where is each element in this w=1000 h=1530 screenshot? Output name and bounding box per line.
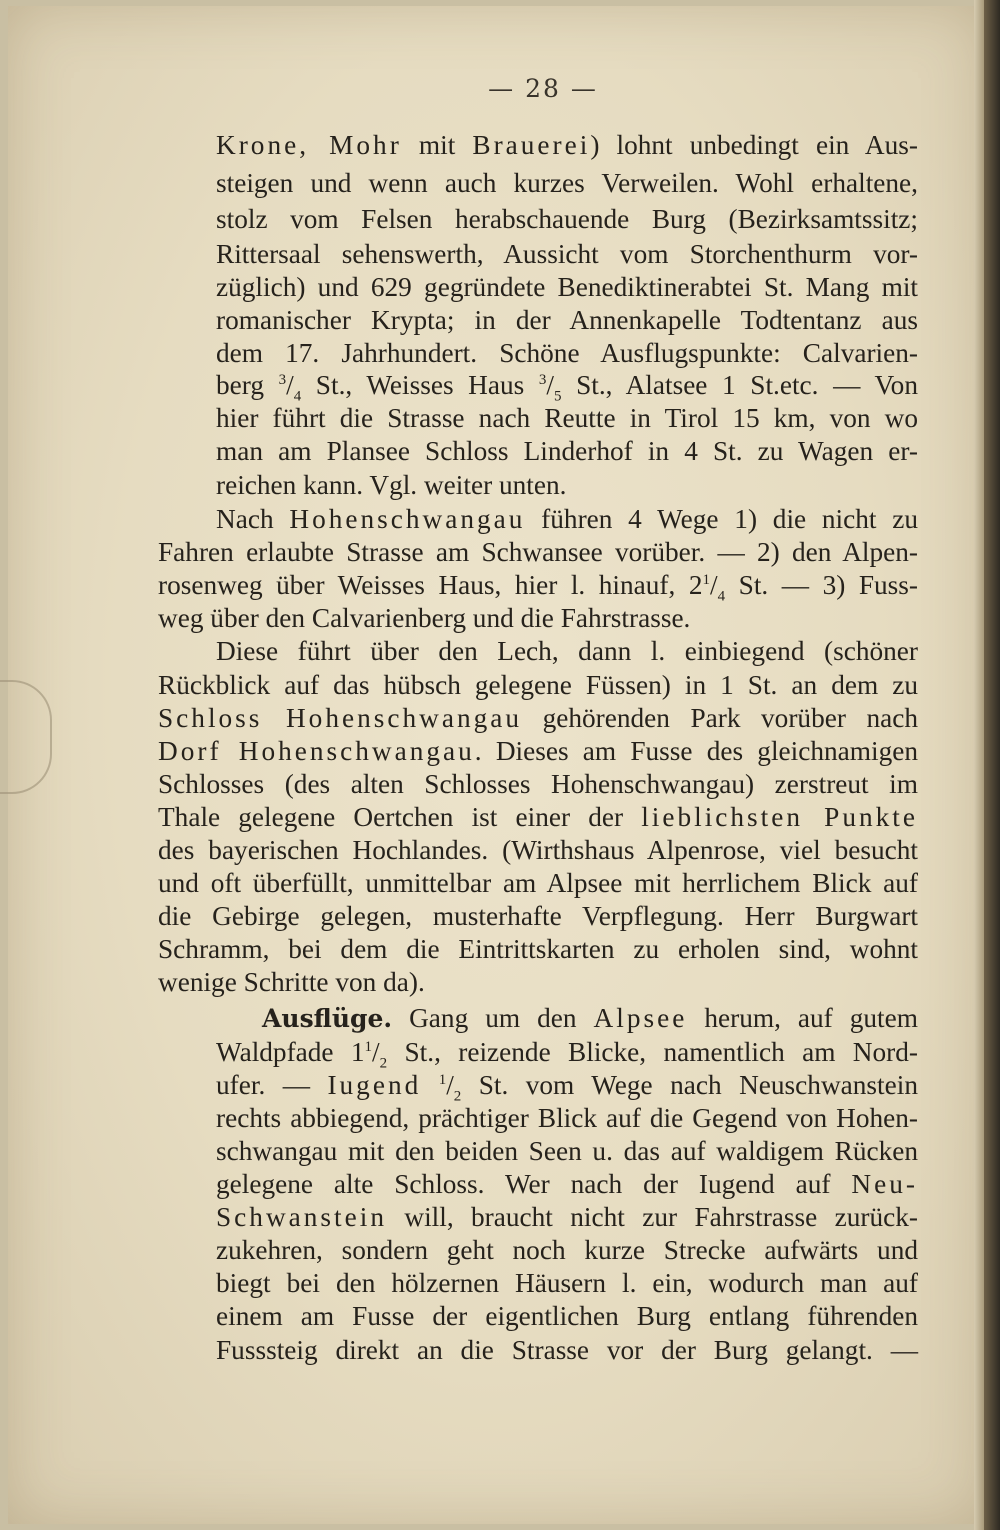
text-line: rechts abbiegend, prächtiger Blick auf die Gegend von Hohen- [216,1103,918,1133]
text-line: Schlosses (des alten Schlosses Hohenschwangau) zerstreut im [158,769,918,799]
text-line: die Gebirge gelegen, musterhafte Verpflegung. Herr Burgwart [158,901,918,931]
text-line: gelegene alte Schloss. Wer nach der Iugend auf Neu- [216,1169,918,1199]
text-line: Diese führt über den Lech, dann l. einbiegend (schöner [216,636,918,666]
text-line: steigen und wenn auch kurzes Verweilen. Wohl erhaltene, [216,168,918,198]
text-line: Ausflüge. Gang um den Alpsee herum, auf gutem [262,1003,918,1033]
text-line: Schwanstein will, braucht nicht zur Fahrstrasse zurück- [216,1202,918,1232]
text-line: schwangau mit den beiden Seen u. das auf waldigem Rücken [216,1136,918,1166]
text-line: romanischer Krypta; in der Annenkapelle Todtentanz aus [216,305,918,335]
text-line: Schramm, bei dem die Eintrittskarten zu erholen sind, wohnt [158,934,918,964]
page-number: — 28 — [488,74,598,103]
text-line: dem 17. Jahrhundert. Schöne Ausflugspunkte: Calvarien- [216,338,918,368]
text-line: zukehren, sondern geht noch kurze Strecke aufwärts und [216,1235,918,1265]
text-line: Rittersaal sehenswerth, Aussicht vom Storchenthurm vor- [216,239,918,269]
text-line: und oft überfüllt, unmittelbar am Alpsee mit herrlichem Blick auf [158,868,918,898]
text-line: Fusssteig direkt an die Strasse vor der Burg gelangt. — [216,1335,918,1365]
text-line: rosenweg über Weisses Haus, hier l. hinauf, $2^1/_4$ St. — 3) Fuss- [158,570,918,605]
text-line: Krone, Mohr mit Brauerei) lohnt unbedingt ein Aus- [216,130,918,160]
text-line: Fahren erlaubte Strasse am Schwansee vorüber. — 2) den Alpen- [158,537,918,567]
text-line: Schloss Hohenschwangau gehörenden Park vorüber nach [158,703,918,733]
text-line: man am Plansee Schloss Linderhof in 4 St. zu Wagen er- [216,436,918,466]
text-line: Dorf Hohenschwangau. Dieses am Fusse des gleichnamigen [158,736,918,766]
text-line: Rückblick auf das hübsch gelegene Füssen) in 1 St. an dem zu [158,670,918,700]
text-line: berg $^3/_4$ St., Weisses Haus $^3/_5$ St., Alatsee 1 St.etc. — Von [216,370,918,405]
text-line: Thale gelegene Oertchen ist einer der lieblichsten Punkte [158,802,918,832]
text-line: hier führt die Strasse nach Reutte in Tirol 15 km, von wo [216,403,918,433]
text-line: einem am Fusse der eigentlichen Burg entlang führenden [216,1301,918,1331]
text-line: ufer. — Iugend $^1/_2$ St. vom Wege nach Neuschwanstein [216,1070,918,1105]
text-line: biegt bei den hölzernen Häusern l. ein, wodurch man auf [216,1268,918,1298]
text-line: stolz vom Felsen herabschauende Burg (Bezirksamtssitz; [216,204,918,234]
text-line: des bayerischen Hochlandes. (Wirthshaus Alpenrose, viel besucht [158,835,918,865]
text-line: weg über den Calvarienberg und die Fahrstrasse. [158,603,691,633]
text-line: Nach Hohenschwangau führen 4 Wege 1) die nicht zu [216,504,918,534]
text-line: reichen kann. Vgl. weiter unten. [216,470,567,500]
text-line: wenige Schritte von da). [158,967,425,997]
text-line: züglich) und 629 gegründete Benediktinerabtei St. Mang mit [216,272,918,302]
text-line: Waldpfade $1^1/_2$ St., reizende Blicke, namentlich am Nord- [216,1037,918,1072]
